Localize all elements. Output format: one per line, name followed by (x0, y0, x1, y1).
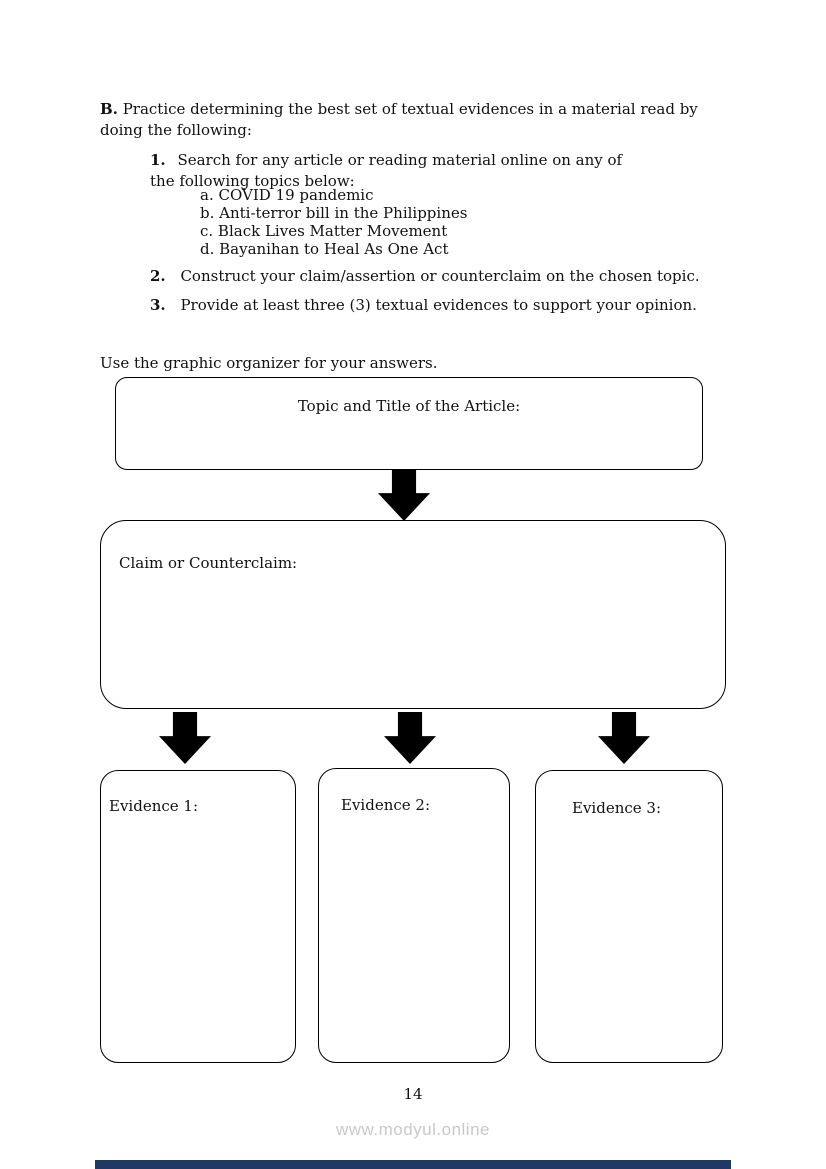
down-arrow-icon (157, 712, 213, 764)
section-b-intro-text: Practice determining the best set of textual evidences in a material read by doing the following: (100, 100, 698, 139)
step-2-number: 2. (150, 267, 166, 285)
topic-list (200, 186, 467, 258)
step-2 (150, 266, 750, 287)
evidence-1-label: Evidence 1: (109, 797, 199, 815)
topic-list-item: b. Anti-terror bill in the Philippines (200, 204, 468, 222)
evidence-2-box (318, 768, 510, 1063)
topic-title-label: Topic and Title of the Article: (297, 397, 521, 415)
section-b-label: B. (100, 100, 118, 118)
step-3-text: Provide at least three (3) textual evidences to support your opinion. (180, 296, 697, 314)
evidence-3-label: Evidence 3: (572, 799, 662, 817)
evidence-3-box (535, 770, 723, 1063)
step-1-text: Search for any article or reading material online on any of the following topics below: (150, 151, 623, 190)
step-2-text: Construct your claim/assertion or counterclaim on the chosen topic. (180, 267, 700, 285)
watermark-text: www.modyul.online (335, 1120, 490, 1139)
topic-title-box (115, 377, 703, 470)
step-1-number: 1. (150, 151, 166, 169)
down-arrow-icon (596, 712, 652, 764)
topic-list-item: d. Bayanihan to Heal As One Act (200, 240, 449, 258)
down-arrow-icon (382, 712, 438, 764)
section-b-paragraph (100, 99, 740, 141)
step-3-number: 3. (150, 296, 166, 314)
footer-bar (95, 1160, 731, 1169)
page-number: 14 (403, 1085, 423, 1103)
evidence-1-box (100, 770, 296, 1063)
topic-list-item: c. Black Lives Matter Movement (200, 222, 448, 240)
evidence-2-label: Evidence 2: (341, 796, 431, 814)
step-3 (150, 295, 750, 316)
topic-list-item: a. COVID 19 pandemic (200, 186, 374, 204)
down-arrow-icon (376, 469, 432, 521)
claim-counterclaim-label: Claim or Counterclaim: (119, 554, 298, 572)
claim-counterclaim-box (100, 520, 726, 709)
organizer-note: Use the graphic organizer for your answers. (100, 354, 438, 372)
